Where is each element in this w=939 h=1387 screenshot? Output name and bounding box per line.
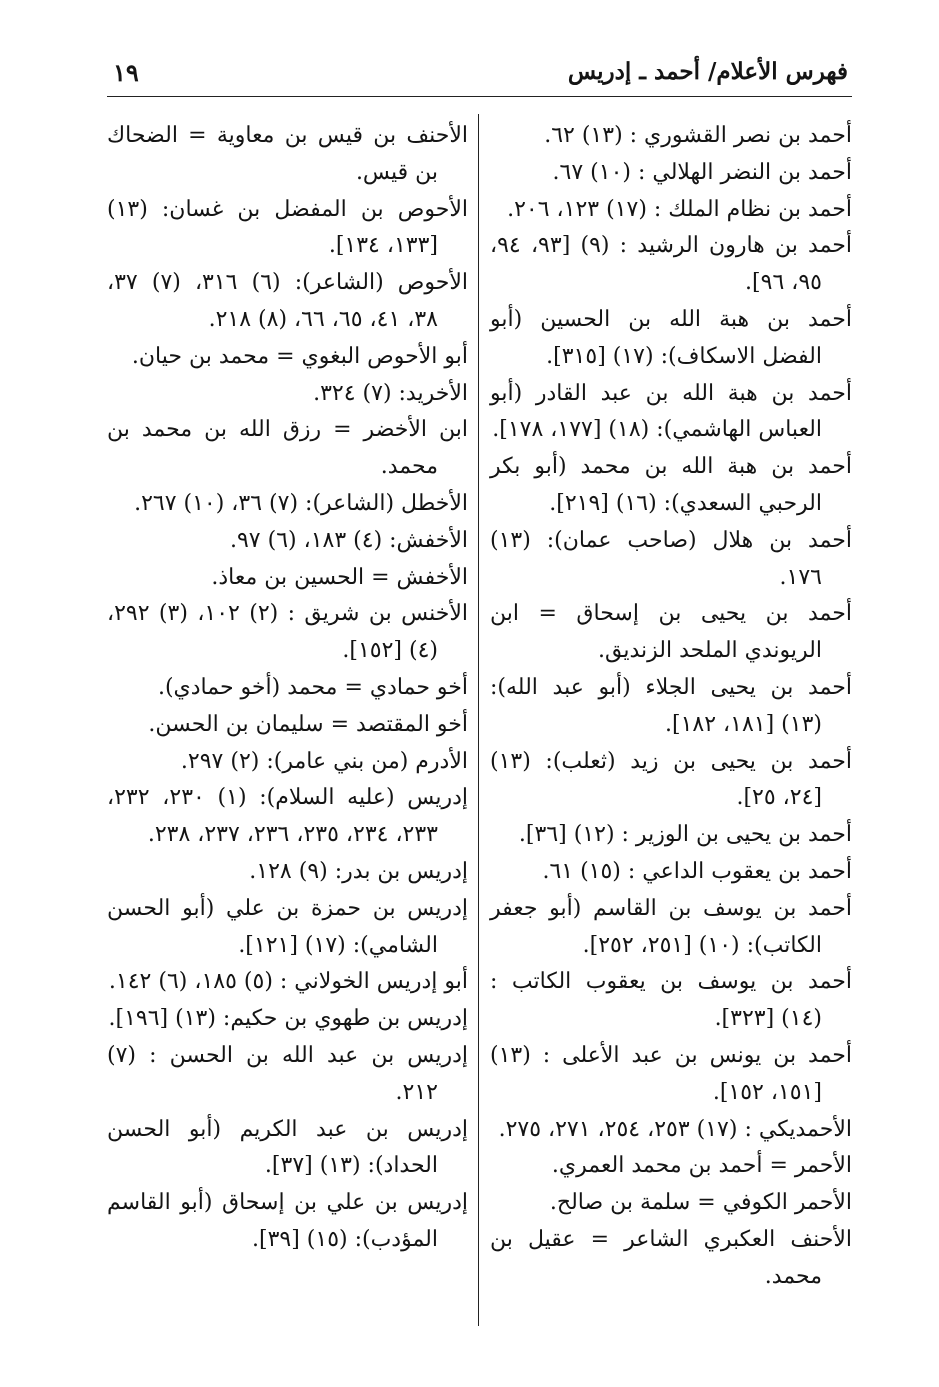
index-entry: أحمد بن يحيى الجلاء (أبو عبد الله): (١٣) [١٨١، ١٨٢]. [490,674,852,737]
index-entry: الأحوص (الشاعر): (٦) ٣١٦، (٧) ٣٧، ٣٨، ٤١، ٦٥، ٦٦، (٨) ٢١٨. [107,270,469,332]
index-entry: أحمد بن يحيى بن الوزير : (١٢) [٣٦]. [518,822,852,848]
index-entry: الأخفش = الحسين بن معاذ. [211,564,468,590]
index-entry: إدريس بن طهوي بن حكيم: (١٣) [١٩٦]. [108,1006,468,1032]
index-entry: أحمد بن النضر الهلالي : (١٠) ٦٧. [552,159,852,185]
index-entry: أحمد بن نصر القشوري : (١٣) ٦٢. [544,123,852,148]
index-entry: أحمد بن يحيى بن زيد (ثعلب): (١٣) [٢٤، ٢٥]. [490,748,852,811]
index-entry: إدريس بن حمزة بن علي (أبو الحسن الشامي): (١٧) [١٢١]. [107,895,468,958]
index-entry: الأخريد: (٧) ٣٢٤. [313,380,468,406]
index-entry: إدريس بن عبد الله بن الحسن : (٧) ٢١٢. [107,1042,468,1105]
index-entry: أحمد بن هلال (صاحب عمان): (١٣) ١٧٦. [490,527,852,590]
index-entry: أبو إدريس الخولاني : (٥) ١٨٥، (٦) ١٤٢. [108,969,468,995]
index-entry: أحمد بن يعقوب الداعي : (١٥) ٦١. [542,858,852,884]
index-entry: الأحنف بن قيس بن معاوية = الضحاك بن قيس. [107,123,468,185]
running-title: فهرس الأعلام/ أحمد ـ إدريس [567,58,848,85]
index-entry: أخو حمادي = محمد (أخو حمادي). [157,674,468,700]
index-entry: إدريس بن علي بن إسحاق (أبو القاسم المؤدب): (١٥) [٣٩]. [107,1190,468,1252]
index-entry: الأخفش: (٤) ١٨٣، (٦) ٩٧. [229,527,468,553]
index-entry: أحمد بن نظام الملك : (١٧) ١٢٣، ٢٠٦. [507,196,852,222]
index-entry: الأحوص بن المفضل بن غسان: (١٣) [١٣٣، ١٣٤]. [107,196,468,259]
index-entry: أبو الأحوص البغوي = محمد بن حيان. [131,343,468,369]
index-entry: أحمد بن يوسف بن القاسم (أبو جعفر الكاتب): (١٠) [٢٥١، ٢٥٢]. [490,895,852,958]
index-entry: أخو المقتصد = سليمان بن الحسن. [148,711,468,737]
index-entry: الأحمر الكوفي = سلمة بن صالح. [549,1190,852,1216]
index-entry: أحمد بن هبة الله بن محمد (أبو بكر الرحبي السعدي): (١٦) [٢١٩]. [490,454,852,516]
index-entry: الأدرم (من بني عامر): (٢) ٢٩٧. [180,748,468,774]
page-number: ١٩ [113,58,139,87]
index-entry: الأحنف العكبري الشاعر = عقيل بن محمد. [490,1226,852,1289]
index-entry: أحمد بن يوسف بن يعقوب الكاتب : (١٤) [٣٢٣]. [490,969,852,1032]
index-column-left [107,118,468,1259]
index-entry: أحمد بن هبة الله بن عبد القادر (أبو العباس الهاشمي): (١٨) [١٧٧، ١٧٨]. [490,380,852,443]
index-entry: الأخنس بن شريق : (٢) ١٠٢، (٣) ٢٩٢، (٤) [١٥٢]. [107,601,469,664]
index-entry: الأحمر = أحمد بن محمد العمري. [551,1153,852,1179]
index-column-right [490,118,852,1296]
column-divider [478,114,479,1326]
index-entry: إدريس (عليه السلام): (١) ٢٣٠، ٢٣٢، ٢٣٣، ٢٣٤، ٢٣٥، ٢٣٦، ٢٣٧، ٢٣٨. [107,785,468,848]
index-entry: أحمد بن هارون الرشيد : (٩) [٩٣، ٩٤، ٩٥، ٩٦]. [490,233,852,296]
index-entry: الأحمديكي : (١٧) ٢٥٣، ٢٥٤، ٢٧١، ٢٧٥. [498,1116,852,1142]
index-entry: ابن الأخضر = رزق الله بن محمد بن محمد. [107,417,468,480]
page-header [107,52,852,97]
index-entry: الأخطل (الشاعر): (٧) ٣٦، (١٠) ٢٦٧. [134,490,468,516]
index-entry: أحمد بن هبة الله بن الحسين (أبو الفضل الاسكاف): (١٧) [٣١٥]. [490,306,852,369]
index-entry: إدريس بن عبد الكريم (أبو الحسن الحداد): (١٣) [٣٧]. [107,1116,468,1179]
index-entry: إدريس بن بدر: (٩) ١٢٨. [249,858,468,884]
index-entry: أحمد بن يحيى بن إسحاق = ابن الريوندي الملحد الزنديق. [490,601,852,664]
index-entry: أحمد بن يونس بن عبد الأعلى : (١٣) [١٥١، ١٥٢]. [490,1042,852,1105]
